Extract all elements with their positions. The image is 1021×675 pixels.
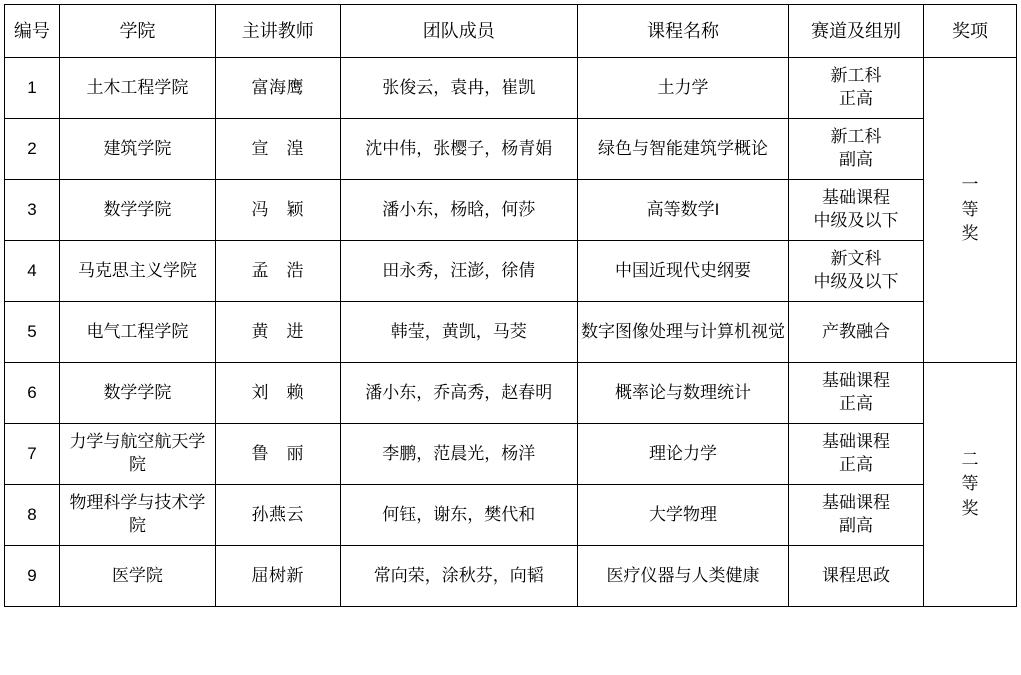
cell-school: 数学学院 — [59, 363, 215, 424]
table-row — [5, 241, 1017, 302]
cell-track: 新工科 正高 — [789, 58, 924, 119]
cell-teacher: 刘 赖 — [216, 363, 341, 424]
table-header-row — [5, 5, 1017, 58]
cell-course: 高等数学I — [577, 180, 788, 241]
cell-id: 1 — [5, 58, 60, 119]
award-label: 一等奖 — [961, 175, 981, 244]
cell-teacher: 富海鹰 — [216, 58, 341, 119]
cell-course: 大学物理 — [577, 485, 788, 546]
table-row — [5, 58, 1017, 119]
cell-school: 电气工程学院 — [59, 302, 215, 363]
cell-team: 潘小东，乔高秀，赵春明 — [340, 363, 577, 424]
cell-id: 7 — [5, 424, 60, 485]
cell-course: 数字图像处理与计算机视觉 — [577, 302, 788, 363]
cell-track: 课程思政 — [789, 546, 924, 607]
award-list-table — [4, 4, 1017, 607]
column-header-team: 团队成员 — [340, 5, 577, 58]
table-header — [5, 5, 1017, 58]
cell-teacher: 黄 进 — [216, 302, 341, 363]
cell-school: 物理科学与技术学院 — [59, 485, 215, 546]
column-header-track: 赛道及组别 — [789, 5, 924, 58]
cell-id: 3 — [5, 180, 60, 241]
table-row — [5, 363, 1017, 424]
cell-team: 韩莹，黄凯，马茭 — [340, 302, 577, 363]
cell-teacher: 屈树新 — [216, 546, 341, 607]
column-header-school: 学院 — [59, 5, 215, 58]
cell-track: 基础课程 正高 — [789, 363, 924, 424]
cell-course: 理论力学 — [577, 424, 788, 485]
cell-team: 常向荣，涂秋芬，向韬 — [340, 546, 577, 607]
cell-track: 基础课程 副高 — [789, 485, 924, 546]
cell-id: 6 — [5, 363, 60, 424]
cell-school: 马克思主义学院 — [59, 241, 215, 302]
cell-track: 基础课程 正高 — [789, 424, 924, 485]
cell-course: 绿色与智能建筑学概论 — [577, 119, 788, 180]
cell-course: 土力学 — [577, 58, 788, 119]
cell-team: 潘小东，杨晗，何莎 — [340, 180, 577, 241]
cell-award — [924, 58, 1017, 363]
column-header-id: 编号 — [5, 5, 60, 58]
cell-school: 土木工程学院 — [59, 58, 215, 119]
column-header-teacher: 主讲教师 — [216, 5, 341, 58]
table-row — [5, 180, 1017, 241]
cell-school: 医学院 — [59, 546, 215, 607]
cell-team: 田永秀，汪澎，徐倩 — [340, 241, 577, 302]
cell-teacher: 孟 浩 — [216, 241, 341, 302]
cell-id: 5 — [5, 302, 60, 363]
cell-school: 力学与航空航天学院 — [59, 424, 215, 485]
cell-teacher: 鲁 丽 — [216, 424, 341, 485]
cell-school: 数学学院 — [59, 180, 215, 241]
cell-course: 概率论与数理统计 — [577, 363, 788, 424]
cell-track: 新文科 中级及以下 — [789, 241, 924, 302]
cell-id: 2 — [5, 119, 60, 180]
table-row — [5, 424, 1017, 485]
cell-teacher: 冯 颖 — [216, 180, 341, 241]
cell-teacher: 孙燕云 — [216, 485, 341, 546]
cell-id: 8 — [5, 485, 60, 546]
award-label: 二等奖 — [961, 449, 981, 518]
cell-team: 何钰，谢东，樊代和 — [340, 485, 577, 546]
table-row — [5, 302, 1017, 363]
cell-team: 张俊云，袁冉，崔凯 — [340, 58, 577, 119]
cell-team: 李鹏，范晨光，杨洋 — [340, 424, 577, 485]
cell-teacher: 宣 湟 — [216, 119, 341, 180]
cell-award — [924, 363, 1017, 607]
cell-track: 新工科 副高 — [789, 119, 924, 180]
cell-track: 基础课程 中级及以下 — [789, 180, 924, 241]
table-row — [5, 119, 1017, 180]
cell-course: 中国近现代史纲要 — [577, 241, 788, 302]
cell-school: 建筑学院 — [59, 119, 215, 180]
table-row — [5, 546, 1017, 607]
column-header-course: 课程名称 — [577, 5, 788, 58]
cell-id: 4 — [5, 241, 60, 302]
table-body — [5, 58, 1017, 607]
cell-team: 沈中伟，张樱子，杨青娟 — [340, 119, 577, 180]
cell-course: 医疗仪器与人类健康 — [577, 546, 788, 607]
table-row — [5, 485, 1017, 546]
cell-id: 9 — [5, 546, 60, 607]
column-header-award: 奖项 — [924, 5, 1017, 58]
cell-track: 产教融合 — [789, 302, 924, 363]
